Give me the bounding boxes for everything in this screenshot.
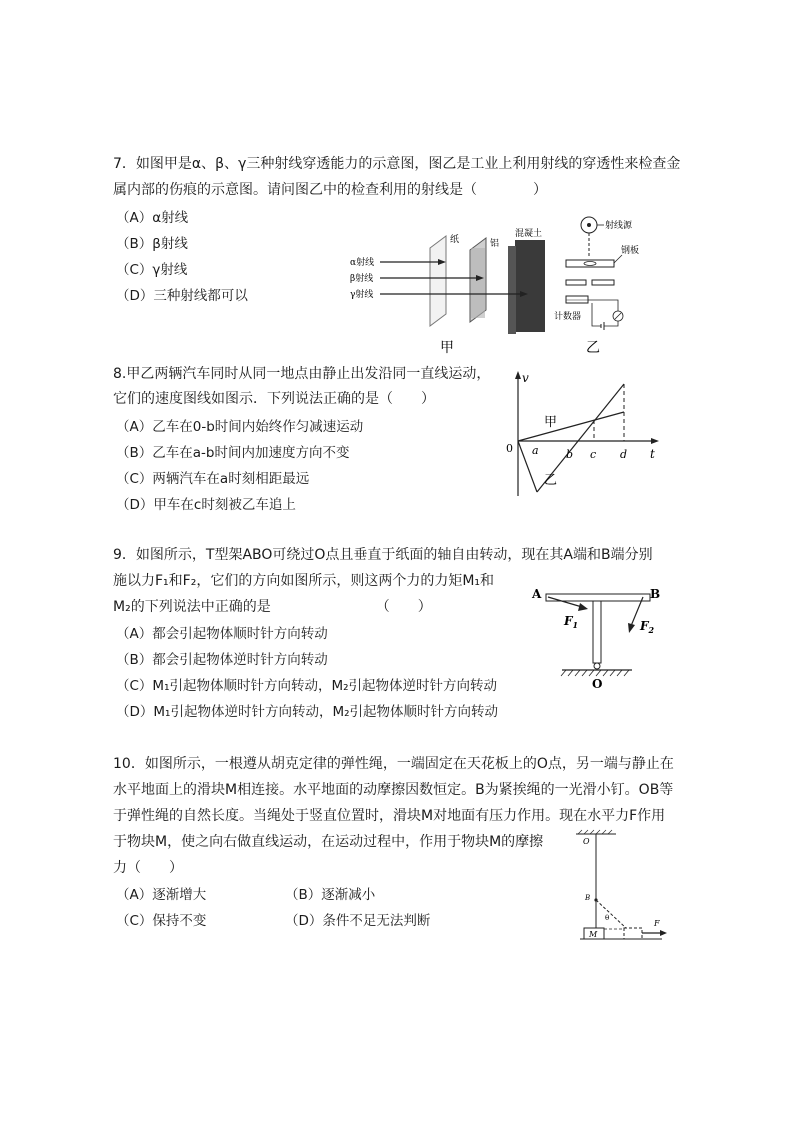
q8-stem-line2: 它们的速度图线如图示．下列说法正确的是（ ） <box>113 391 435 407</box>
tick-d: d <box>620 448 628 461</box>
tick-a: a <box>532 444 539 457</box>
axis-v-label: v <box>522 371 529 385</box>
q9-option-c: （C）M₁引起物体顺时针方向转动，M₂引起物体逆时针方向转动 <box>116 678 498 694</box>
label-steel-plate: 钢板 <box>621 246 640 256</box>
label-o: O <box>583 837 590 846</box>
label-theta: θ <box>605 914 610 922</box>
label-b: B <box>650 587 661 601</box>
q7-figure-jia <box>350 226 550 358</box>
q8-option-d: （D）甲车在c时刻被乙车追上 <box>116 497 296 513</box>
paper-sheet <box>430 236 446 326</box>
label-alpha-ray: α射线 <box>350 258 375 268</box>
q9-option-d: （D）M₁引起物体逆时针方向转动，M₂引起物体顺时针方向转动 <box>116 704 499 720</box>
q10-elastic-cord-figure <box>566 828 676 946</box>
q9-stem-line3: M₂的下列说法中正确的是 （ ） <box>113 599 432 615</box>
tick-b: b <box>566 448 574 461</box>
q10-stem-line5: 力（ ） <box>113 860 183 876</box>
q9-option-a: （A）都会引起物体顺时针方向转动 <box>116 626 328 642</box>
label-jia: 甲 <box>544 415 558 430</box>
q10-option-d: （D）条件不足无法判断 <box>285 913 431 929</box>
q8-option-b: （B）乙车在a-b时间内加速度方向不变 <box>116 445 350 461</box>
label-gamma-ray: γ射线 <box>350 290 374 300</box>
q9-stem-line1: 9．如图所示，T型架ABO可绕过O点且垂直于纸面的轴自由转动，现在其A端和B端分别 <box>113 547 653 563</box>
label-b: B <box>585 894 591 902</box>
q10-option-a: （A）逐渐增大 <box>116 887 207 903</box>
q7-option-d: （D）三种射线都可以 <box>116 288 248 304</box>
q7-option-b: （B）β射线 <box>116 236 188 252</box>
t-frame-bar <box>546 594 650 601</box>
label-yi: 乙 <box>544 473 558 488</box>
label-f: F <box>654 919 660 928</box>
label-f2: $F_2$ <box>640 619 655 635</box>
q10-stem-line1: 10．如图所示，一根遵从胡克定律的弹性绳，一端固定在天花板上的O点，另一端与静止在 <box>113 756 674 772</box>
label-concrete: 混凝土 <box>515 229 543 239</box>
steel-plate <box>566 260 614 267</box>
q8-option-c: （C）两辆汽车在a时刻相距最远 <box>116 471 310 487</box>
q7-stem-line2: 属内部的伤痕的示意图。请问图乙中的检查利用的射线是（ ） <box>113 182 547 198</box>
q9-option-b: （B）都会引起物体逆时针方向转动 <box>116 652 328 668</box>
caption-yi: 乙 <box>586 340 600 356</box>
q10-stem-line3: 于弹性绳的自然长度。当绳处于竖直位置时，滑块M对地面有压力作用。现在水平力F作用 <box>113 808 666 824</box>
label-o: O <box>592 677 603 691</box>
q7-option-c: （C）γ射线 <box>116 262 188 278</box>
label-paper: 纸 <box>450 235 460 245</box>
q8-velocity-graph <box>502 368 662 498</box>
t-frame-stem <box>593 601 601 663</box>
q10-option-c: （C）保持不变 <box>116 913 207 929</box>
q10-option-b: （B）逐渐减小 <box>285 887 376 903</box>
q7-option-a: （A）α射线 <box>116 210 189 226</box>
q7-stem-line1: 7．如图甲是α、β、γ三种射线穿透能力的示意图，图乙是工业上利用射线的穿透性来检查金 <box>113 156 681 172</box>
q10-stem-line2: 水平地面上的滑块M相连接。水平地面的动摩擦因数恒定。B为紧挨绳的一光滑小钉。OB等 <box>113 782 674 798</box>
label-f1: $F_1$ <box>564 614 579 630</box>
origin-label: 0 <box>506 442 513 455</box>
label-m: M <box>589 930 598 939</box>
concrete-block <box>515 240 545 332</box>
pivot-o <box>594 663 600 669</box>
label-a: A <box>532 587 542 601</box>
q9-stem-line2: 施以力F₁和F₂，它们的方向如图所示，则这两个力的力矩M₁和 <box>113 573 495 589</box>
caption-jia: 甲 <box>440 340 454 356</box>
label-aluminum: 铝 <box>490 239 500 249</box>
label-counter: 计数器 <box>554 312 582 322</box>
q10-stem-line4: 于物块M，使之向右做直线运动，在运动过程中，作用于物块M的摩擦 <box>113 834 544 850</box>
q8-option-a: （A）乙车在0-b时间内始终作匀减速运动 <box>116 419 364 435</box>
counter <box>566 296 588 303</box>
tick-c: c <box>590 448 597 461</box>
label-ray-source: 射线源 <box>605 221 633 231</box>
line-jia <box>518 412 624 441</box>
q7-figure-yi <box>552 212 652 358</box>
label-beta-ray: β射线 <box>350 274 374 284</box>
q9-t-frame-figure <box>528 582 668 694</box>
q8-stem-line1: 8.甲乙两辆汽车同时从同一地点由静止出发沿同一直线运动， <box>113 366 491 382</box>
axis-t-label: t <box>650 447 655 461</box>
